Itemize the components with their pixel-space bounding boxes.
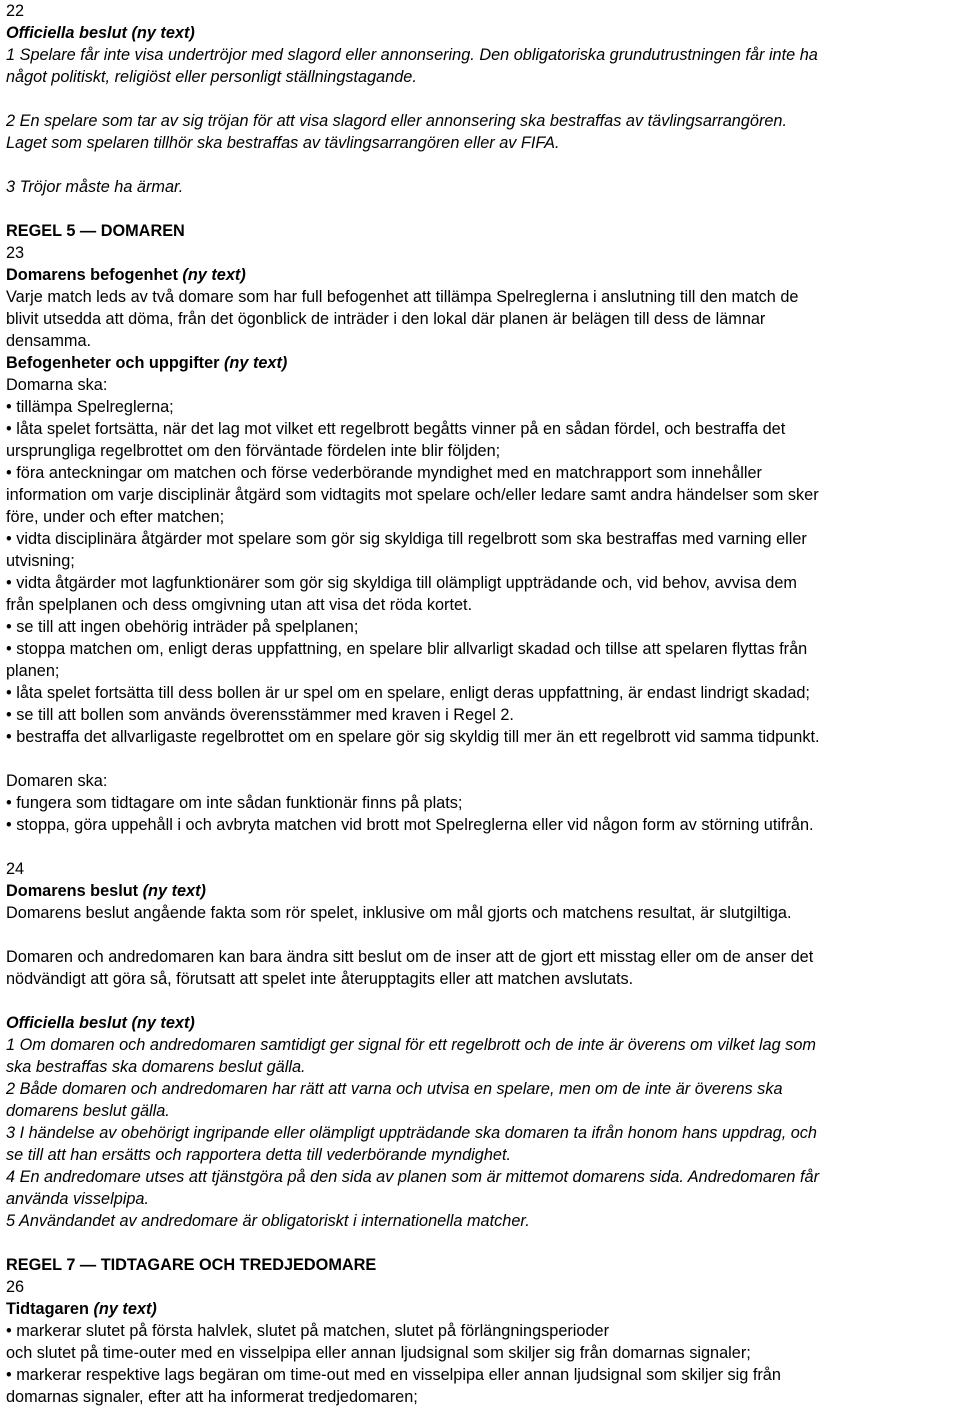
list-intro: Domarna ska: (6, 376, 108, 394)
section-number: 22 (6, 2, 25, 20)
list-item: • föra anteckningar om matchen och förse vederbörande myndighet med en matchrapport som innehåller (6, 462, 954, 484)
paragraph-line: blivit utsedda att döma, från det ögonblick de inträder i den lokal där planen är belägen till dess de lämnar (6, 310, 766, 328)
heading-tag: (ny text) (219, 354, 288, 372)
section-heading (6, 352, 954, 374)
heading-text: Befogenheter och uppgifter (6, 354, 220, 372)
list-intro: Domaren ska: (6, 772, 108, 790)
heading-text: Domarens beslut (6, 882, 139, 900)
list-item: • markerar slutet på första halvlek, slutet på matchen, slutet på förlängningsperioder (6, 1320, 954, 1342)
rule-title: REGEL 5 — DOMAREN (6, 222, 185, 240)
list-item: • fungera som tidtagare om inte sådan funktionär finns på plats; (6, 792, 954, 814)
list-item-continuation: utvisning; (6, 552, 75, 570)
list-item: • vidta disciplinära åtgärder mot spelare som gör sig skyldiga till regelbrott som ska bestraffas med varning eller (6, 528, 954, 550)
section-number: 24 (6, 860, 25, 878)
rule-title: REGEL 7 — TIDTAGARE OCH TREDJEDOMARE (6, 1256, 377, 1274)
paragraph-line: 1 Om domaren och andredomaren samtidigt ger signal för ett regelbrott och de inte är överens om vilket lag som (6, 1036, 816, 1054)
paragraph-line: Domaren och andredomaren kan bara ändra sitt beslut om de inser att de gjort ett misstag eller om de anser det (6, 948, 814, 966)
paragraph-line: densamma. (6, 332, 92, 350)
paragraph-line: Laget som spelaren tillhör ska bestraffas av tävlingsarrangören eller av FIFA. (6, 134, 560, 152)
list-item-continuation: ursprungliga regelbrottet om den förväntade fördelen inte blir följden; (6, 442, 501, 460)
paragraph-line: se till att han ersätts och rapportera detta till vederbörande myndighet. (6, 1146, 512, 1164)
list-item: • stoppa matchen om, enligt deras uppfattning, en spelare blir allvarligt skadad och tillse att spelaren flyttas från (6, 638, 954, 660)
section-heading (6, 880, 954, 902)
section-number: 26 (6, 1278, 25, 1296)
list-item: • stoppa, göra uppehåll i och avbryta matchen vid brott mot Spelreglerna eller vid någon form av störning utifrån. (6, 814, 954, 836)
paragraph-line: domarens beslut gälla. (6, 1102, 170, 1120)
list-item: • se till att bollen som används överensstämmer med kraven i Regel 2. (6, 704, 954, 726)
list-item-continuation: domarnas signaler, efter att ha informerat tredjedomaren; (6, 1388, 418, 1406)
list-item: • låta spelet fortsätta, när det lag mot vilket ett regelbrott begåtts vinner på en sådan fördel, och bestraffa det (6, 418, 954, 440)
list-item-continuation: och slutet på time-outer med en visselpipa eller annan ljudsignal som skiljer sig från domarnas signaler; (6, 1344, 751, 1362)
list-item: • se till att ingen obehörig inträder på spelplanen; (6, 616, 954, 638)
paragraph-line: 3 Tröjor måste ha ärmar. (6, 178, 184, 196)
list-item-continuation: från spelplanen och dess omgivning utan att visa det röda kortet. (6, 596, 473, 614)
paragraph-line: 3 I händelse av obehörigt ingripande eller olämpligt uppträdande ska domaren ta ifrån honom hans uppdrag, och (6, 1124, 817, 1142)
list-item-continuation: planen; (6, 662, 60, 680)
heading-text: Domarens befogenhet (6, 266, 178, 284)
list-item: • markerar respektive lags begäran om time-out med en visselpipa eller annan ljudsignal som skiljer sig från (6, 1364, 954, 1386)
heading-tag: (ny text) (177, 266, 246, 284)
section-heading: Officiella beslut (ny text) (6, 24, 195, 42)
section-number: 23 (6, 244, 25, 262)
paragraph-line: 2 En spelare som tar av sig tröjan för att visa slagord eller annonsering ska bestraffas av tävlingsarrangören. (6, 112, 787, 130)
heading-tag: (ny text) (138, 882, 206, 900)
paragraph-line: 1 Spelare får inte visa undertröjor med slagord eller annonsering. Den obligatoriska grundutrustningen får inte ha (6, 46, 818, 64)
list-item: • vidta åtgärder mot lagfunktionärer som gör sig skyldiga till olämpligt uppträdande och, vid behov, avvisa dem (6, 572, 954, 594)
paragraph-line: 4 En andredomare utses att tjänstgöra på den sida av planen som är mittemot domarens sida. Andredomaren får (6, 1168, 820, 1186)
section-heading (6, 264, 954, 286)
list-item: • tillämpa Spelreglerna; (6, 396, 954, 418)
paragraph-line: nödvändigt att göra så, förutsatt att spelet inte återupptagits eller att matchen avslutats. (6, 970, 634, 988)
paragraph-line: 5 Användandet av andredomare är obligatoriskt i internationella matcher. (6, 1212, 530, 1230)
paragraph-line: Domarens beslut angående fakta som rör spelet, inklusive om mål gjorts och matchens resultat, är slutgiltiga. (6, 904, 792, 922)
paragraph-line: Varje match leds av två domare som har full befogenhet att tillämpa Spelreglerna i anslutning till den match de (6, 288, 799, 306)
paragraph-line: använda visselpipa. (6, 1190, 150, 1208)
section-heading (6, 1298, 954, 1320)
list-item: • bestraffa det allvarligaste regelbrottet om en spelare gör sig skyldig till mer än ett regelbrott vid samma tidpunkt. (6, 726, 954, 748)
heading-tag: (ny text) (88, 1300, 157, 1318)
heading-text: Tidtagaren (6, 1300, 89, 1318)
list-item-continuation: före, under och efter matchen; (6, 508, 225, 526)
paragraph-line: ska bestraffas ska domarens beslut gälla. (6, 1058, 306, 1076)
paragraph-line: något politiskt, religiöst eller personligt ställningstagande. (6, 68, 417, 86)
list-item: • låta spelet fortsätta till dess bollen är ur spel om en spelare, enligt deras uppfattning, är endast lindrigt skadad; (6, 682, 954, 704)
list-item-continuation: information om varje disciplinär åtgärd som vidtagits mot spelare och/eller ledare samt andra händelser som sker (6, 486, 819, 504)
section-heading: Officiella beslut (ny text) (6, 1014, 195, 1032)
paragraph-line: 2 Både domaren och andredomaren har rätt att varna och utvisa en spelare, men om de inte är överens ska (6, 1080, 783, 1098)
